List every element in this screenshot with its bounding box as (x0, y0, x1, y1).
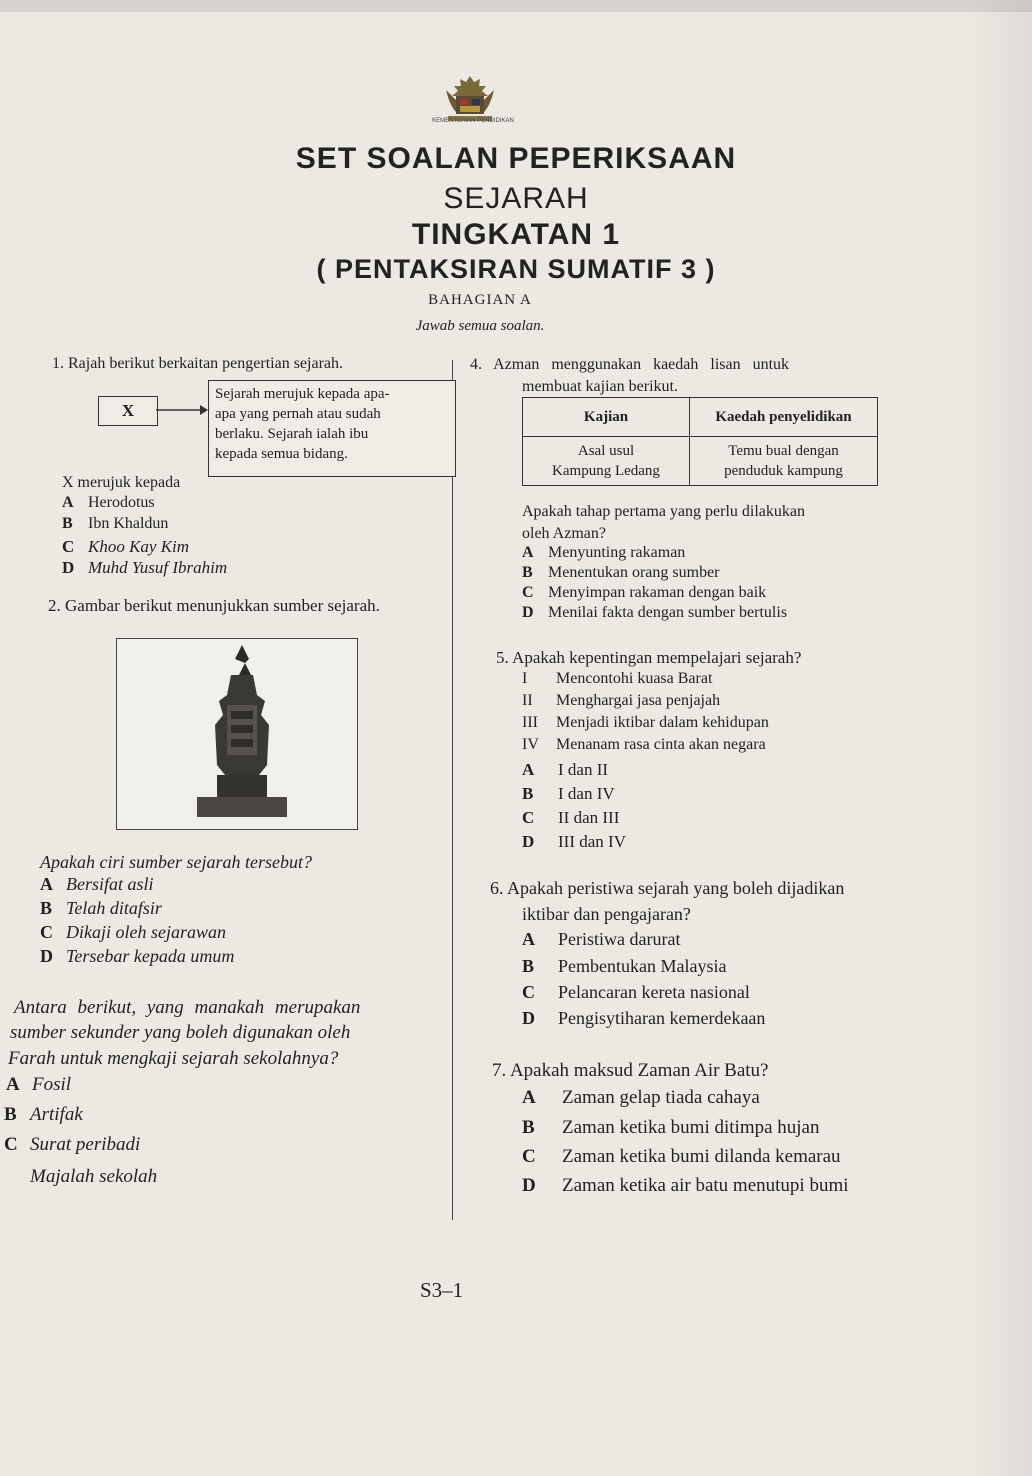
q3-option-b: B Artifak (4, 1104, 83, 1125)
q1-option-d: D Muhd Yusuf Ibrahim (62, 558, 228, 577)
q6-option-c: C Pelancaran kereta nasional (522, 982, 750, 1002)
q1-box-line-4: kepada semua bidang. (215, 446, 348, 462)
q2-option-b: B Telah ditafsir (40, 898, 162, 918)
q4-table (522, 397, 878, 486)
q4-table-cell-kaedah: Temu bual dengan penduduk kampung (690, 437, 878, 486)
q4-table-cell-kajian: Asal usul Kampung Ledang (523, 437, 690, 486)
q4-stem-2: membuat kajian berikut. (522, 378, 678, 395)
q1-box-line-2: apa yang pernah atau sudah (215, 406, 381, 422)
q5-stem: 5. Apakah kepentingan mempelajari sejarah? (496, 648, 802, 667)
q4-table-head-kaedah: Kaedah penyelidikan (690, 398, 878, 437)
q3-line-3: Farah untuk mengkaji sejarah sekolahnya? (8, 1048, 339, 1069)
q3-line-2: sumber sekunder yang boleh digunakan oleh (10, 1022, 351, 1043)
q4-option-b: B Menentukan orang sumber (522, 564, 720, 581)
title-line-3: TINGKATAN 1 (411, 218, 621, 251)
q4-option-c: C Menyimpan rakaman dengan baik (522, 584, 767, 601)
q4-question-2: oleh Azman? (522, 525, 606, 542)
paper-top-edge (0, 0, 1032, 12)
q1-question: X merujuk kepada (62, 474, 181, 491)
q1-option-c: C Khoo Kay Kim (62, 537, 190, 556)
crest-caption: KEMENTERIAN PENDIDIKAN (432, 118, 514, 124)
q6-option-b: B Pembentukan Malaysia (522, 956, 727, 976)
q2-option-a: A Bersifat asli (40, 874, 154, 894)
q1-option-a: A Herodotus (62, 494, 155, 511)
q7-stem: 7. Apakah maksud Zaman Air Batu? (492, 1060, 769, 1081)
q7-option-a: A Zaman gelap tiada cahaya (522, 1087, 760, 1108)
q4-question-1: Apakah tahap pertama yang perlu dilakukan (522, 503, 805, 520)
q5-option-b: B I dan IV (522, 784, 615, 803)
q5-item-2: II Menghargai jasa penjajah (522, 692, 721, 709)
q4-table-head-kajian: Kajian (523, 398, 690, 437)
q4-option-d: D Menilai fakta dengan sumber bertulis (522, 604, 788, 621)
q1-stem: 1. Rajah berikut berkaitan pengertian sejarah. (52, 355, 343, 372)
q6-stem-1: 6. Apakah peristiwa sejarah yang boleh dijadikan (490, 878, 845, 898)
q7-option-d: D Zaman ketika air batu menutupi bumi (522, 1175, 849, 1196)
batu-nisan-icon (197, 645, 287, 823)
q1-box-line-3: berlaku. Sejarah ialah ibu (215, 426, 369, 442)
q1-option-b: B Ibn Khaldun (62, 515, 169, 532)
q7-option-b: B Zaman ketika bumi ditimpa hujan (522, 1117, 820, 1138)
q1-x-box: X (98, 396, 158, 426)
q4-option-a: A Menyunting rakaman (522, 544, 686, 561)
page-number: S3–1 (420, 1278, 464, 1302)
q1-box-line-1: Sejarah merujuk kepada apa- (215, 386, 390, 402)
q2-option-d: D Tersebar kepada umum (40, 946, 235, 966)
q3-option-c: C Surat peribadi (4, 1134, 141, 1155)
q3-option-a: A Fosil (6, 1074, 72, 1095)
title-line-2: SEJARAH (443, 182, 589, 215)
q1-definition-box (208, 380, 456, 477)
instruction: Jawab semua soalan. (415, 318, 545, 334)
q6-option-d: D Pengisytiharan kemerdekaan (522, 1008, 766, 1028)
arrow-right-icon (156, 400, 208, 420)
column-divider (452, 360, 453, 1220)
q3-option-d: Majalah sekolah (30, 1166, 158, 1187)
section-label: BAHAGIAN A (428, 292, 532, 308)
q5-item-1: I Mencontohi kuasa Barat (522, 670, 713, 687)
q2-stem: 2. Gambar berikut menunjukkan sumber sejarah. (48, 596, 380, 615)
q7-option-c: C Zaman ketika bumi dilanda kemarau (522, 1146, 841, 1167)
q6-option-a: A Peristiwa darurat (522, 929, 681, 949)
q6-stem-2: iktibar dan pengajaran? (522, 904, 691, 924)
q3-line-1: Antara berikut, yang manakah merupakan (14, 997, 361, 1018)
q2-option-c: C Dikaji oleh sejarawan (40, 922, 226, 942)
q4-stem-1: 4. Azman menggunakan kaedah lisan untuk (470, 356, 790, 373)
title-line-4: ( PENTAKSIRAN SUMATIF 3 ) (316, 254, 716, 284)
q5-option-d: D III dan IV (522, 832, 626, 851)
q2-artifact-image (116, 638, 358, 830)
q5-item-3: III Menjadi iktibar dalam kehidupan (522, 714, 769, 731)
title-line-1: SET SOALAN PEPERIKSAAN (295, 142, 737, 175)
q5-item-4: IV Menanam rasa cinta akan negara (522, 736, 766, 753)
q5-option-c: C II dan III (522, 808, 620, 827)
q2-question: Apakah ciri sumber sejarah tersebut? (40, 852, 312, 872)
q5-option-a: A I dan II (522, 760, 609, 779)
